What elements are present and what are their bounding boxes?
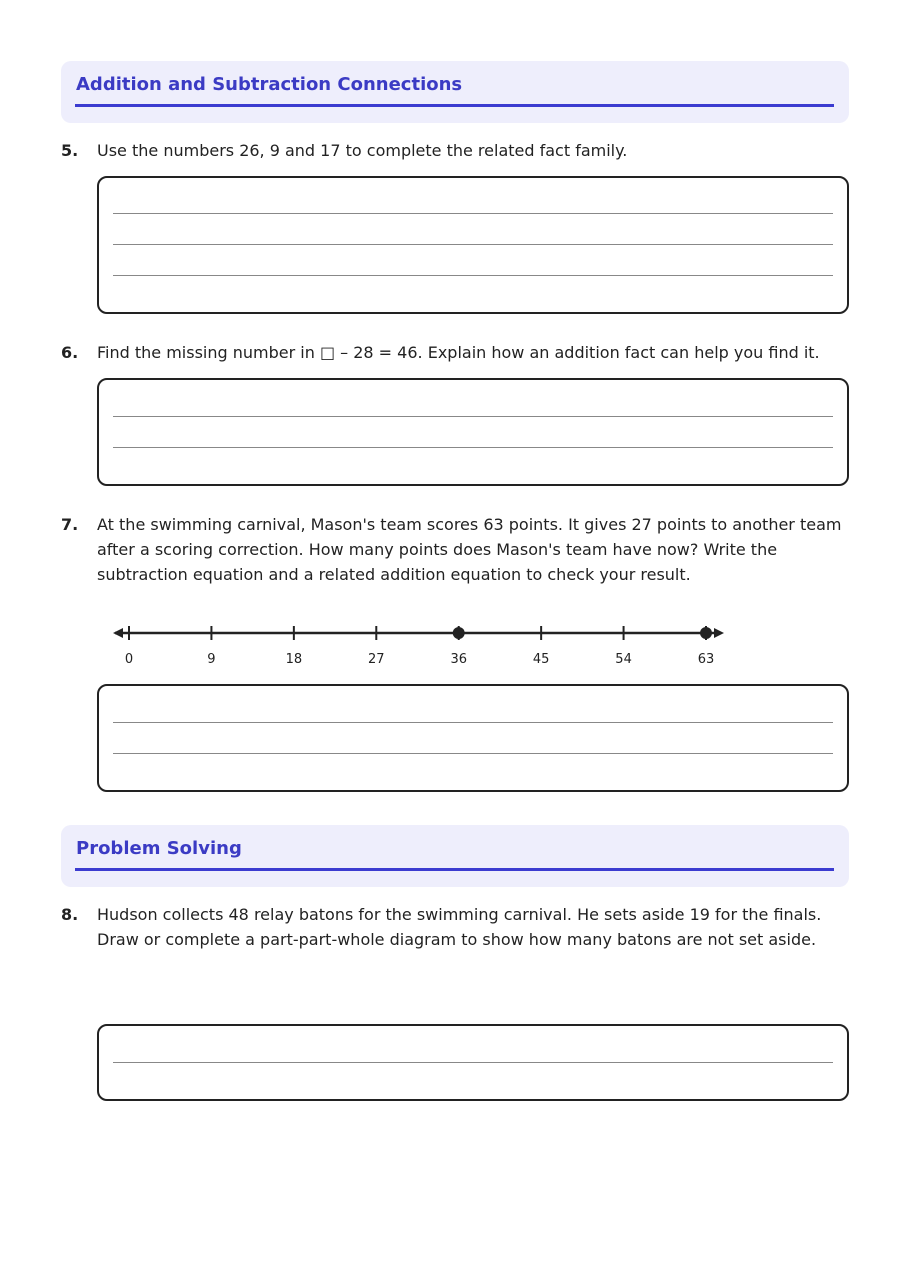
answer-line — [113, 1062, 833, 1063]
arrow-right-icon — [714, 628, 724, 638]
section-header-connections — [61, 61, 849, 123]
section-title: Addition and Subtraction Connections — [76, 74, 463, 95]
number-line-point — [453, 627, 465, 639]
question-text: Hudson collects 48 relay batons for the swimming carnival. He sets aside 19 for the finals. Draw or complete a part-part-whole diagram to show how many batons are not set aside. — [97, 905, 822, 949]
section-header-problem-solving — [61, 825, 849, 887]
answer-box-6[interactable] — [97, 378, 849, 486]
number-line-tick-label: 54 — [615, 652, 632, 667]
question-number: 8. — [61, 905, 79, 924]
question-text: At the swimming carnival, Mason's team scores 63 points. It gives 27 points to another team after a scoring correction. How many points does Mason's team have now? Write the subtraction equation and a related addition equation to check your result. — [97, 515, 842, 584]
answer-line — [113, 416, 833, 417]
answer-line — [113, 244, 833, 245]
answer-line — [113, 753, 833, 754]
answer-box-7[interactable] — [97, 684, 849, 792]
question-text: Find the missing number in □ – 28 = 46. Explain how an addition fact can help you find it. — [97, 343, 820, 362]
number-line-point — [700, 627, 712, 639]
question-number: 5. — [61, 141, 79, 160]
number-line-tick-label: 63 — [697, 652, 715, 667]
number-line-tick-label: 9 — [207, 652, 216, 667]
answer-box-5[interactable] — [97, 176, 849, 314]
question-text: Use the numbers 26, 9 and 17 to complete the related fact family. — [97, 141, 628, 160]
question-number: 7. — [61, 515, 79, 534]
number-line-tick-label: 18 — [285, 652, 303, 667]
section-rule — [75, 104, 834, 107]
arrow-left-icon — [113, 628, 123, 638]
number-line-tick-label: 27 — [368, 652, 385, 667]
number-line-tick-label: 0 — [124, 652, 134, 667]
answer-line — [113, 722, 833, 723]
number-line — [105, 618, 735, 678]
number-line-tick-label: 36 — [450, 652, 467, 667]
answer-line — [113, 213, 833, 214]
answer-line — [113, 275, 833, 276]
answer-line — [113, 447, 833, 448]
question-number: 6. — [61, 343, 79, 362]
section-title: Problem Solving — [76, 838, 242, 859]
section-rule — [75, 868, 834, 871]
number-line-tick-label: 45 — [532, 652, 550, 667]
answer-box-8[interactable] — [97, 1024, 849, 1101]
